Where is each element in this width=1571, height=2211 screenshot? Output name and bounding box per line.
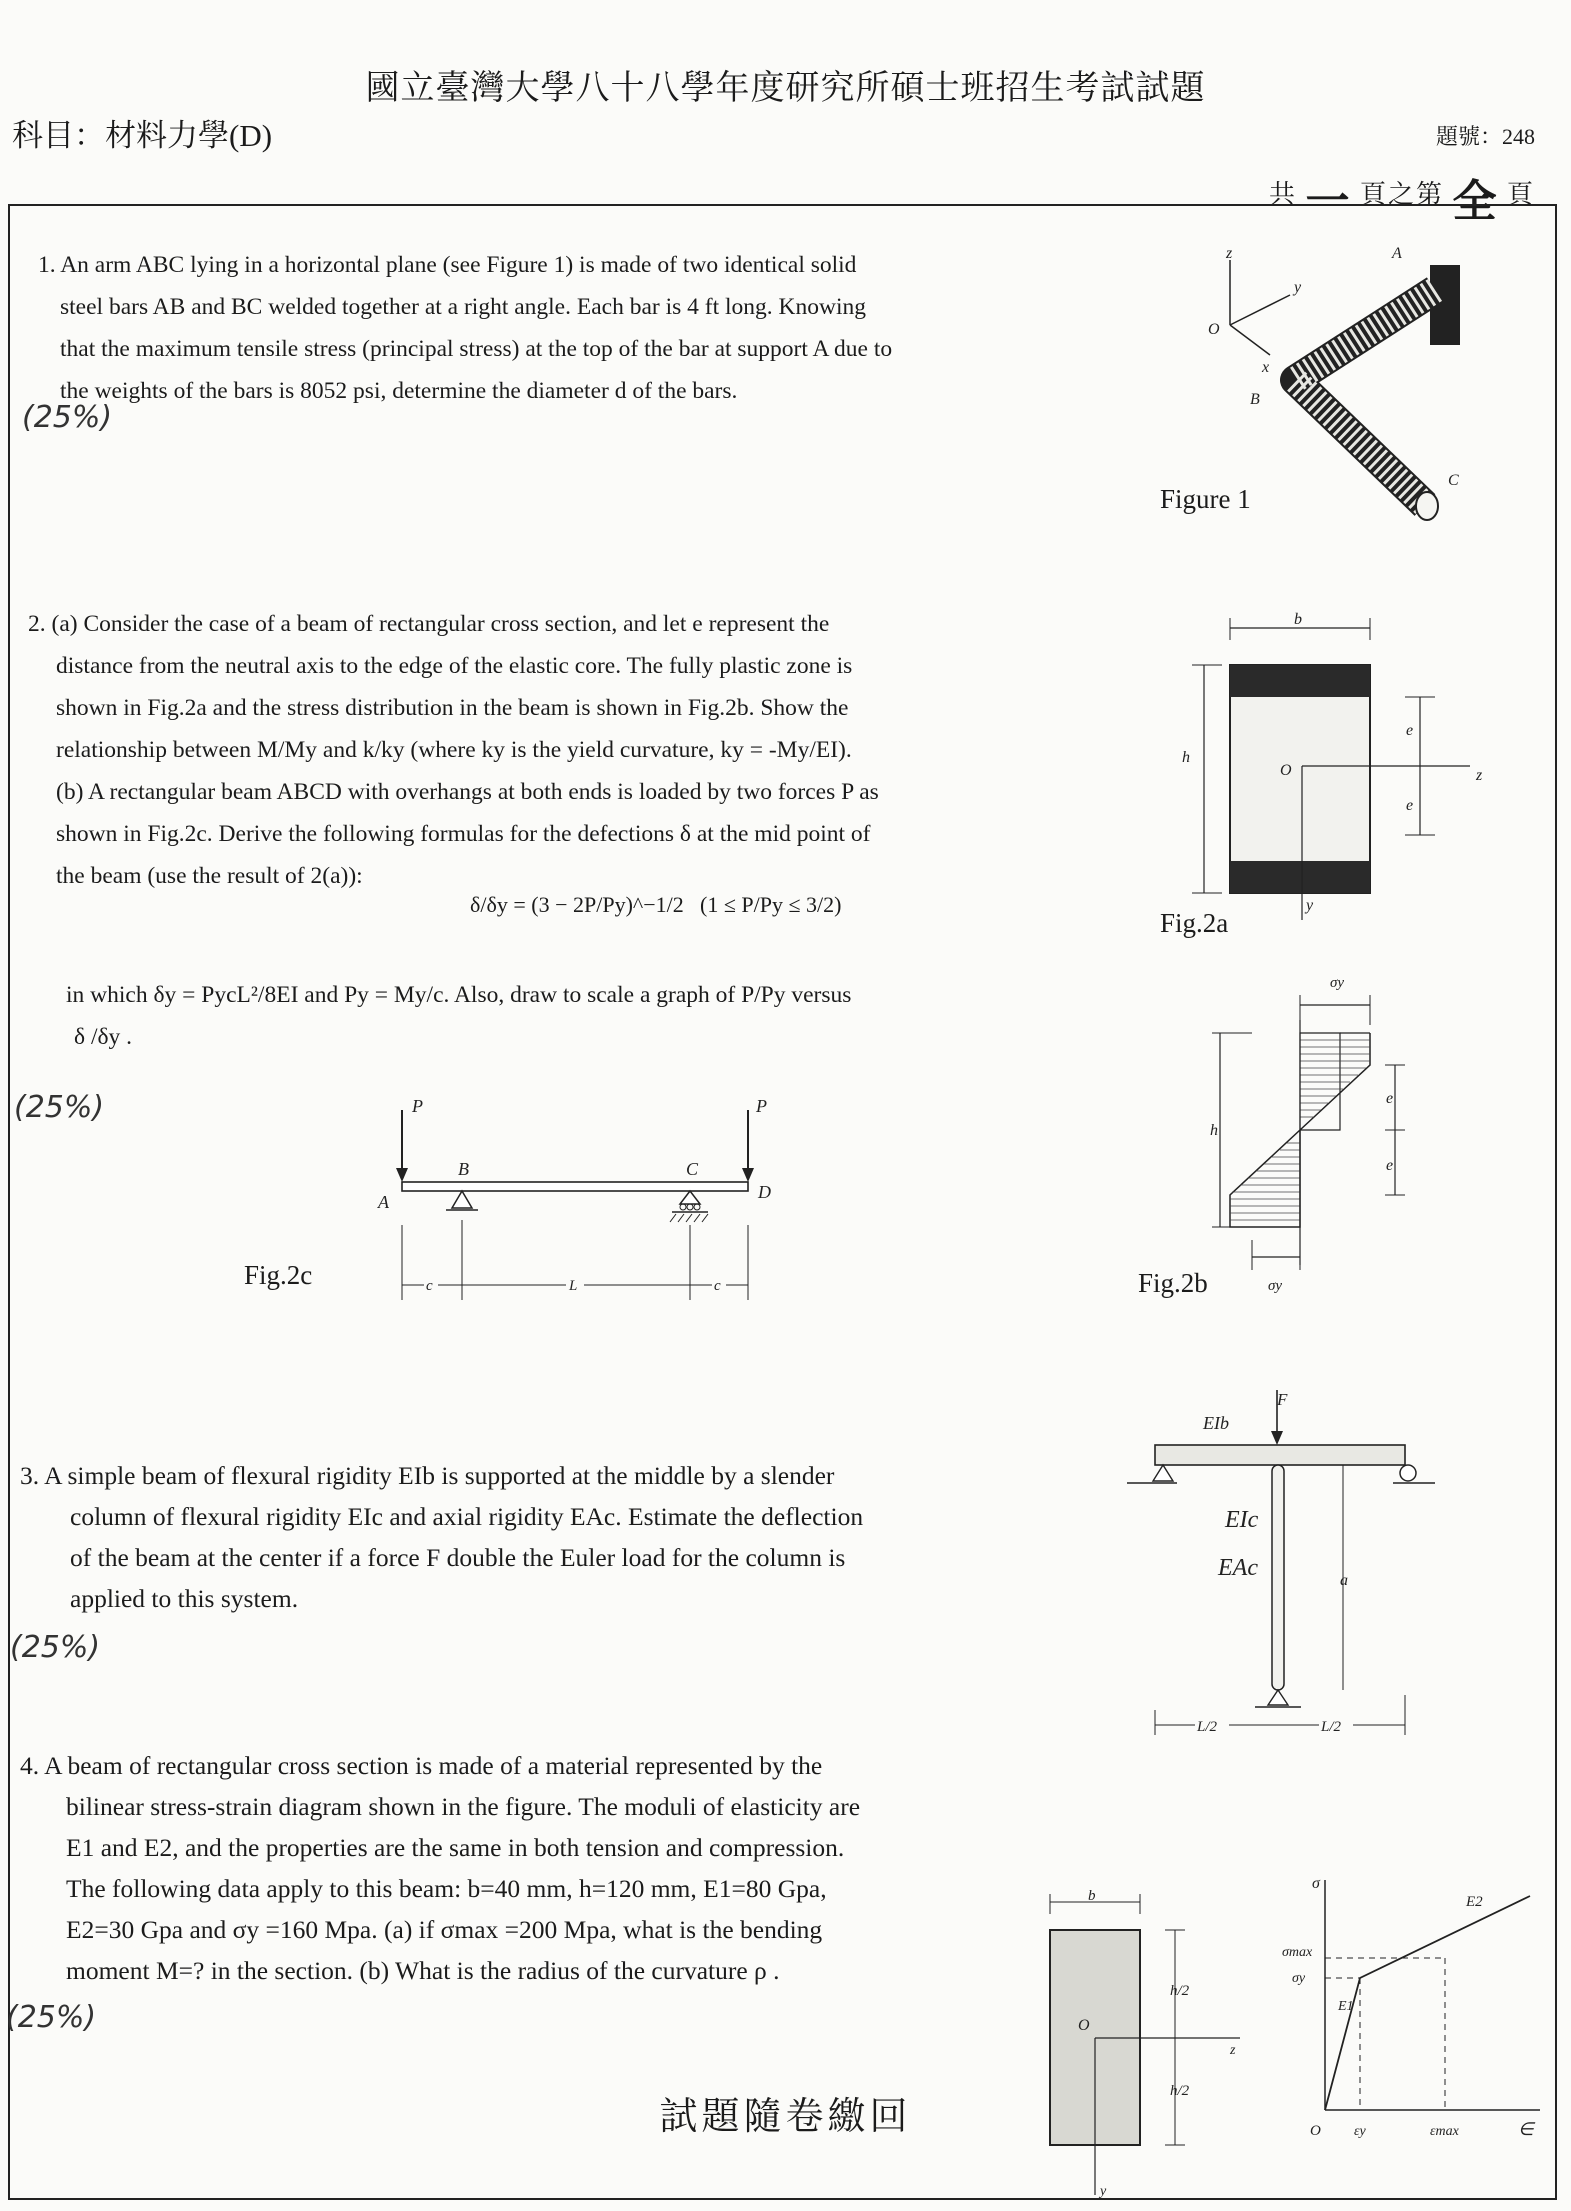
- fig2c-label-b: B: [458, 1159, 469, 1179]
- q2-weight: (25%): [14, 1090, 105, 1125]
- q4-weight: (25%): [6, 2000, 97, 2035]
- return-notice: 試題隨卷繳回: [659, 2096, 912, 2138]
- q2-line: 2. (a) Consider the case of a beam of rectangular cross section, and let e represent the: [28, 611, 830, 637]
- figure-4-cross-section: [1040, 1890, 1240, 2205]
- fig2a-label-h: h: [1182, 749, 1190, 766]
- fig4-origin: O: [1078, 2017, 1090, 2034]
- q3-line: column of flexural rigidity EIc and axial rigidity EAc. Estimate the deflection: [70, 1502, 864, 1531]
- fig2b-label-h: h: [1210, 1122, 1218, 1139]
- fig2c-dim-c-left: c: [426, 1278, 433, 1294]
- question-number: 題號：248: [1435, 124, 1535, 149]
- fig3-label-eac: EAc: [1218, 1555, 1258, 1581]
- fig2c-label-d: D: [758, 1182, 771, 1202]
- fig2a-label-b: b: [1294, 611, 1302, 628]
- pages-current: 全: [1452, 176, 1499, 227]
- q2-formula-range: (1 ≤ P/Py ≤ 3/2): [700, 892, 842, 917]
- fig3-label-half-l-left: L/2: [1197, 1719, 1218, 1735]
- q4-line: The following data apply to this beam: b=40 mm, h=120 mm, E1=80 Gpa,: [66, 1874, 827, 1903]
- fig1-axis-x: x: [1262, 359, 1270, 376]
- q2-line: distance from the neutral axis to the edge of the elastic core. The fully plastic zone is: [56, 653, 853, 679]
- question-3-text: [20, 1455, 863, 1619]
- q4-line: moment M=? in the section. (b) What is the radius of the curvature ρ .: [66, 1956, 780, 1985]
- q4-line: 4. A beam of rectangular cross section is made of a material represented by the: [20, 1751, 823, 1780]
- q2-line: relationship between M/My and k/ky (where ky is the yield curvature, ky = -My/EI).: [56, 737, 852, 763]
- fig2b-label-e-bottom: e: [1386, 1157, 1394, 1174]
- fig3-label-half-l-right: L/2: [1321, 1719, 1342, 1735]
- q2-line: the beam (use the result of 2(a)):: [56, 863, 363, 889]
- fig1-label-a: A: [1392, 245, 1402, 262]
- question-4-text: [20, 1745, 860, 1991]
- q3-line: 3. A simple beam of flexural rigidity EIb is supported at the middle by a slender: [20, 1461, 835, 1490]
- subject-label: 科目：材料力學(D): [12, 118, 273, 153]
- fig2c-p-right: P: [756, 1096, 767, 1116]
- fig2c-label-a: A: [378, 1192, 389, 1212]
- q1-line: steel bars AB and BC welded together at a right angle. Each bar is 4 ft long. Knowing: [60, 294, 866, 320]
- fig1-axis-z: z: [1226, 245, 1233, 262]
- pages-pre: 共: [1268, 179, 1297, 209]
- fig4-label-eps-y: εy: [1354, 2124, 1366, 2139]
- pages-total: 一: [1305, 176, 1352, 227]
- fig1-label-b: B: [1250, 391, 1260, 408]
- fig2b-sigma-bottom: σy: [1268, 1278, 1283, 1294]
- fig2c-label-c: C: [686, 1159, 699, 1179]
- fig4-axis-z: z: [1230, 2043, 1236, 2058]
- q2-after-line: δ /δy .: [74, 1024, 133, 1050]
- fig3-label-f: F: [1277, 1390, 1288, 1409]
- q1-line: that the maximum tensile stress (principal stress) at the top of the bar at support A due to: [60, 336, 893, 362]
- fig3-column: [1272, 1465, 1284, 1690]
- fig2c-beam-body: [402, 1182, 748, 1191]
- fig1-label-c: C: [1448, 472, 1459, 489]
- fig2a-plastic-top: [1230, 665, 1370, 697]
- fig3-label-eib: EIb: [1203, 1413, 1229, 1433]
- fig2a-label-e-top: e: [1406, 722, 1414, 739]
- q3-weight: (25%): [10, 1630, 101, 1665]
- q4-line: bilinear stress-strain diagram shown in the figure. The moduli of elasticity are: [66, 1792, 861, 1821]
- fig2a-origin: O: [1280, 762, 1292, 779]
- fig2c-dim-l: L: [569, 1278, 578, 1294]
- fig1-axis-y: y: [1294, 279, 1302, 296]
- fig1-origin: O: [1208, 321, 1220, 338]
- fig2c-dim-c-right: c: [714, 1278, 721, 1294]
- q4-line: E2=30 Gpa and σy =160 Mpa. (a) if σmax =200 Mpa, what is the bending: [66, 1915, 823, 1944]
- fig4-bilinear-curve: [1325, 1896, 1530, 2110]
- fig4-axis-y: y: [1100, 2184, 1107, 2199]
- fig2c-p-left: P: [412, 1096, 423, 1116]
- q4-line: E1 and E2, and the properties are the same in both tension and compression.: [66, 1833, 845, 1862]
- fig4-label-sigma-y: σy: [1292, 1971, 1306, 1986]
- q3-line: applied to this system.: [70, 1584, 299, 1613]
- figure-2b-stress-distribution: [1190, 965, 1440, 1300]
- fig4-label-h2-top: h/2: [1170, 1983, 1190, 1999]
- fig4-origin: O: [1310, 2123, 1321, 2139]
- fig2a-axis-y: y: [1306, 897, 1314, 914]
- q2-after-text: [66, 974, 851, 1058]
- fig4-label-e2: E2: [1466, 1894, 1483, 1910]
- fig4-label-eps-max: εmax: [1430, 2124, 1459, 2139]
- fig4-label-sigma-max: σmax: [1282, 1945, 1313, 1960]
- figure-3-beam-column: [1115, 1385, 1455, 1740]
- q2-line: shown in Fig.2c. Derive the following formulas for the defections δ at the mid point of: [56, 821, 871, 847]
- question-1-text: [38, 244, 892, 412]
- figure-2c-caption: Fig.2c: [244, 1260, 313, 1290]
- q2-line: (b) A rectangular beam ABCD with overhangs at both ends is loaded by two forces P as: [56, 779, 879, 805]
- fig4-label-b: b: [1088, 1890, 1096, 1904]
- fig4-axis-epsilon: ∈: [1518, 2119, 1534, 2139]
- pages-mid: 頁之第: [1359, 179, 1444, 209]
- q1-line: the weights of the bars is 8052 psi, determine the diameter d of the bars.: [60, 378, 738, 404]
- fig2a-axis-z: z: [1476, 767, 1483, 784]
- fig3-label-eic: EIc: [1225, 1507, 1259, 1533]
- figure-2a-caption: Fig.2a: [1160, 908, 1229, 938]
- fig4-label-h2-bottom: h/2: [1170, 2083, 1190, 2099]
- question-2-text: [28, 603, 879, 897]
- fig3-label-a: a: [1340, 1572, 1348, 1589]
- fig4-label-e1: E1: [1338, 1999, 1354, 2014]
- fig2b-label-e-top: e: [1386, 1090, 1394, 1107]
- fig4-axis-sigma: σ: [1312, 1875, 1320, 1892]
- q2-formula-main: δ/δy = (3 − 2P/Py)^−1/2: [470, 892, 684, 917]
- figure-2a-cross-section: [1170, 610, 1500, 920]
- q2-line: shown in Fig.2a and the stress distribution in the beam is shown in Fig.2b. Show the: [56, 695, 849, 721]
- figure-2b-caption: Fig.2b: [1138, 1268, 1208, 1298]
- q1-line: 1. An arm ABC lying in a horizontal plane (see Figure 1) is made of two identical solid: [38, 252, 857, 278]
- pages-post: 頁: [1506, 179, 1535, 209]
- fig3-beam: [1155, 1445, 1405, 1465]
- fig2b-sigma-top: σy: [1330, 975, 1345, 991]
- fig2a-plastic-bottom: [1230, 861, 1370, 893]
- fig2a-label-e-bottom: e: [1406, 797, 1414, 814]
- q1-weight: (25%): [22, 400, 113, 435]
- figure-1-caption: Figure 1: [1160, 484, 1251, 514]
- figure-2c-beam: [360, 1090, 810, 1320]
- exam-title: 國立臺灣大學八十八學年度研究所碩士班招生考試試題: [365, 70, 1206, 107]
- q2-after-line: in which δy = PycL²/8EI and Py = My/c. Also, draw to scale a graph of P/Py versus: [66, 982, 852, 1008]
- q3-line: of the beam at the center if a force F double the Euler load for the column is: [70, 1543, 846, 1572]
